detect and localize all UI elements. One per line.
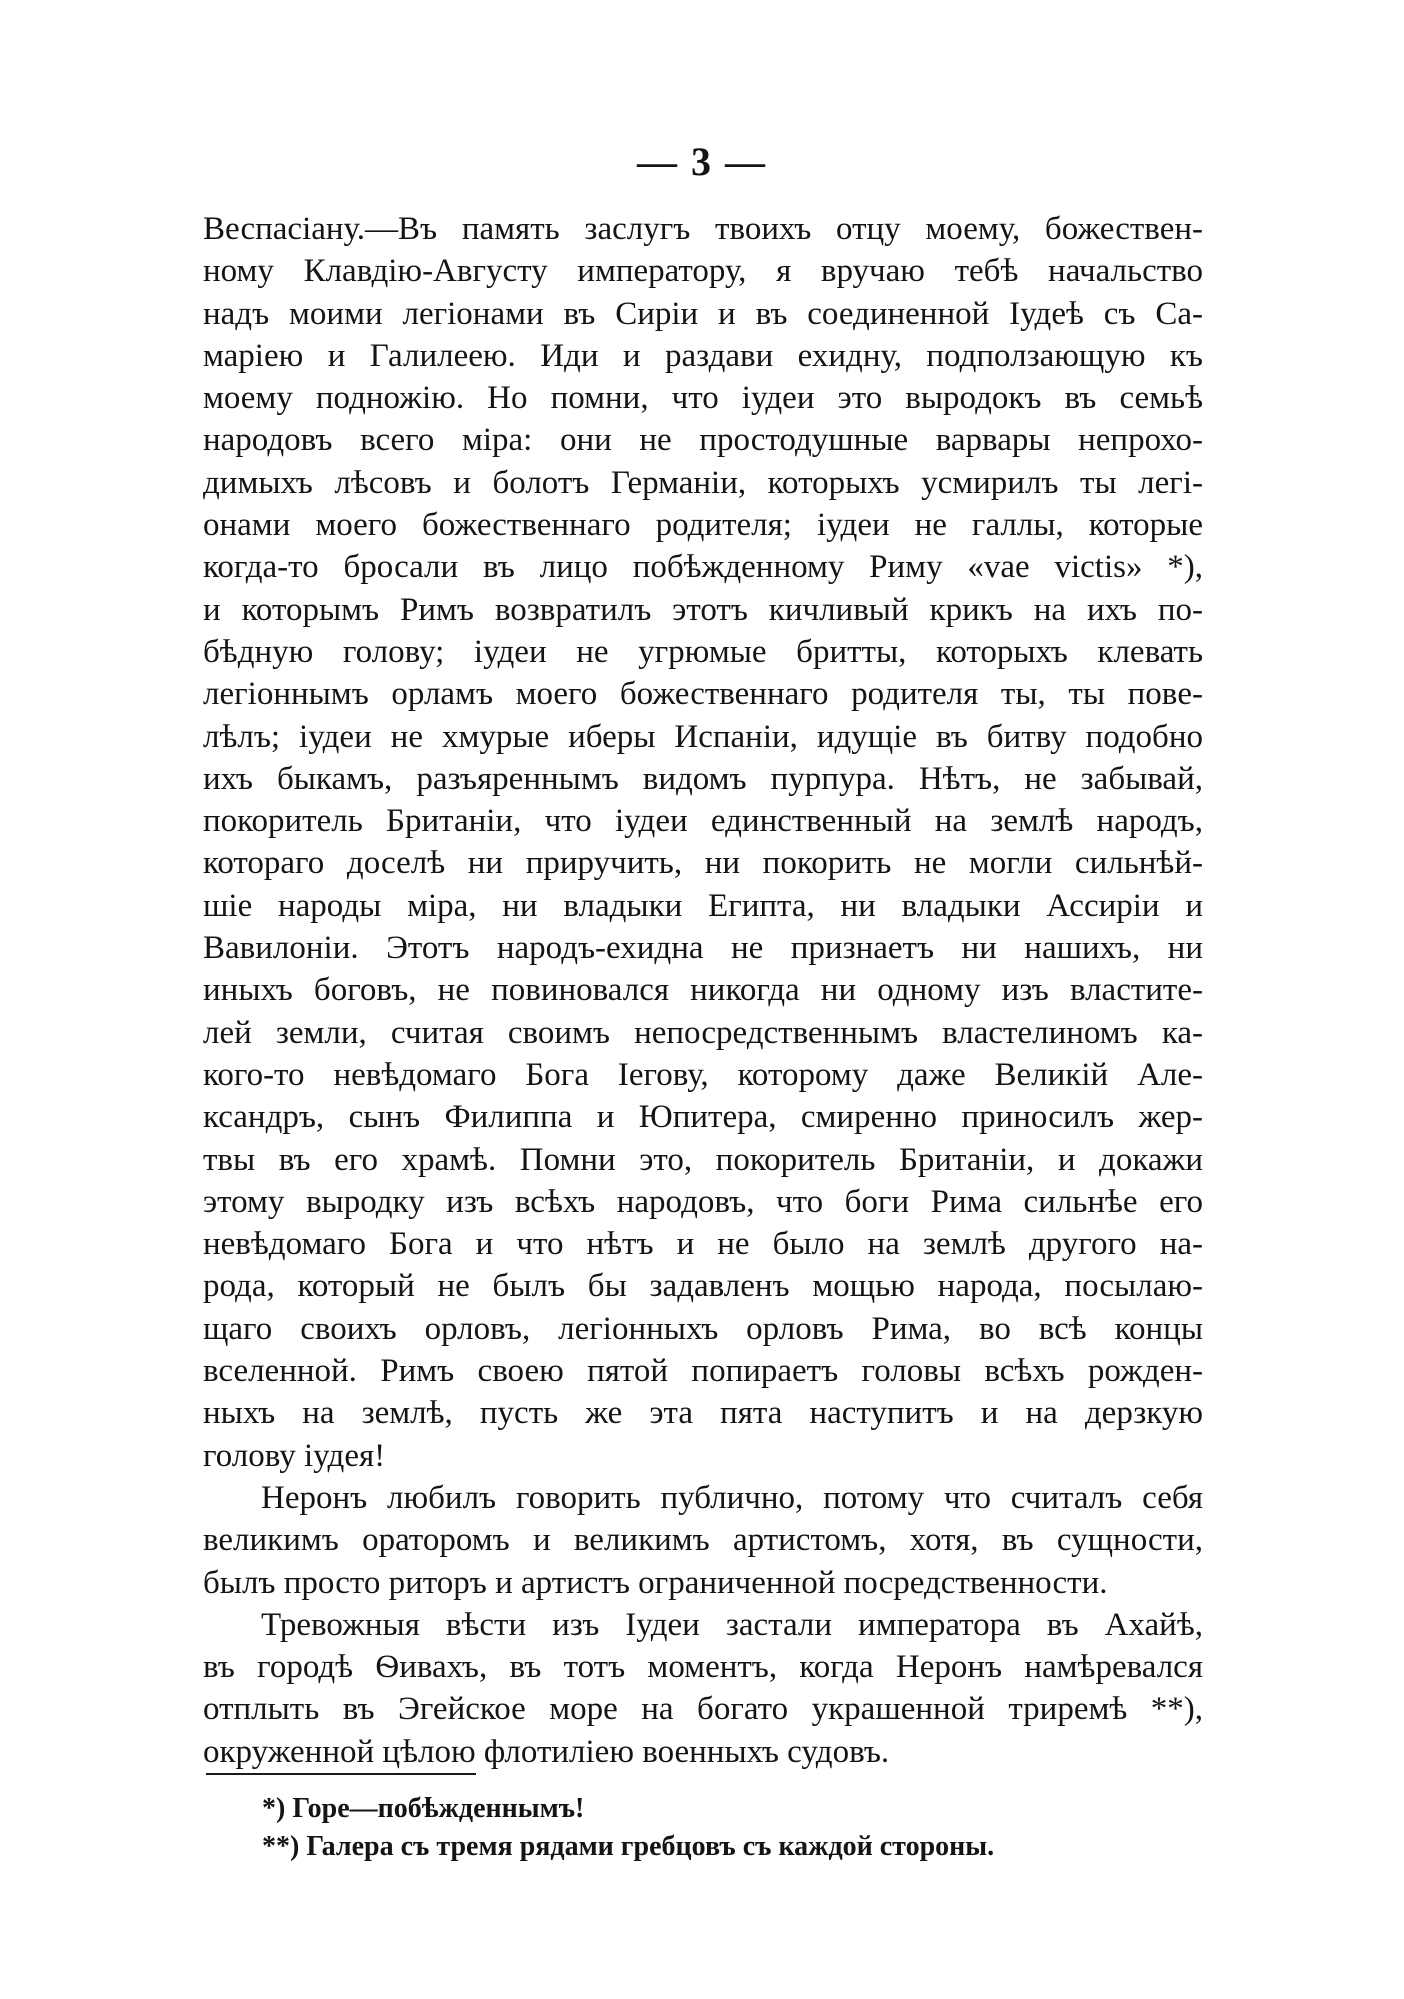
text-line: надъ моими легіонами въ Сиріи и въ соединенной Іудеѣ съ Са-	[203, 295, 1203, 332]
text-line: въ городѣ Ѳивахъ, въ тотъ моментъ, когда Неронъ намѣревался	[203, 1649, 1203, 1686]
text-line: отплыть въ Эгейское море на богато украшенной триремѣ **),	[203, 1691, 1203, 1728]
text-line: Вавилоніи. Этотъ народъ-ехидна не признаетъ ни нашихъ, ни	[203, 930, 1203, 967]
text-line: шіе народы міра, ни владыки Египта, ни владыки Ассиріи и	[203, 887, 1203, 924]
body-text	[203, 208, 1203, 1773]
text-line: моему подножію. Но помни, что іудеи это выродокъ въ семьѣ	[203, 380, 1203, 417]
text-line: и которымъ Римъ возвратилъ этотъ кичливый крикъ на ихъ по-	[203, 591, 1203, 628]
text-line: вселенной. Римъ своею пятой попираетъ головы всѣхъ рожден-	[203, 1353, 1203, 1390]
text-line: рода, который не былъ бы задавленъ мощью народа, посылаю-	[203, 1268, 1203, 1305]
text-line: невѣдомаго Бога и что нѣтъ и не было на землѣ другого на-	[203, 1226, 1203, 1263]
text-line: лѣлъ; іудеи не хмурые иберы Испаніи, идущіе въ битву подобно	[203, 718, 1203, 755]
text-line: твы въ его храмѣ. Помни это, покоритель Британіи, и докажи	[203, 1141, 1203, 1178]
text-line: щаго своихъ орловъ, легіонныхъ орловъ Рима, во всѣ концы	[203, 1310, 1203, 1347]
text-line: окруженной цѣлою флотиліею военныхъ судовъ.	[203, 1733, 890, 1770]
text-line: Неронъ любилъ говорить публично, потому что считалъ себя	[261, 1479, 1203, 1516]
text-line: ксандръ, сынъ Филиппа и Юпитера, смиренно приносилъ жер-	[203, 1099, 1203, 1136]
text-line: котораго доселѣ ни приручить, ни покорить не могли сильнѣй-	[203, 845, 1203, 882]
text-line: когда-то бросали въ лицо побѣжденному Риму «vae victis» *),	[203, 549, 1203, 586]
footnote-divider	[206, 1773, 476, 1775]
footnote-2: **) Галера съ тремя рядами гребцовъ съ каждой стороны.	[262, 1831, 995, 1862]
text-line: маріею и Галилеею. Иди и раздави ехидну, подползающую къ	[203, 337, 1203, 374]
text-line: покоритель Британіи, что іудеи единственный на землѣ народъ,	[203, 803, 1203, 840]
text-line: онами моего божественнаго родителя; іудеи не галлы, которые	[203, 507, 1203, 544]
text-line: былъ просто риторъ и артистъ ограниченной посредственности.	[203, 1564, 1108, 1601]
text-line: ному Клавдію-Августу императору, я вручаю тебѣ начальство	[203, 253, 1203, 290]
text-line: лей земли, считая своимъ непосредственнымъ властелиномъ ка-	[203, 1014, 1203, 1051]
text-line: ныхъ на землѣ, пусть же эта пята наступитъ и на дерзкую	[203, 1395, 1203, 1432]
text-line: ихъ быкамъ, разъяреннымъ видомъ пурпура. Нѣтъ, не забывай,	[203, 760, 1203, 797]
text-line: димыхъ лѣсовъ и болотъ Германіи, которыхъ усмирилъ ты легі-	[203, 464, 1203, 501]
page-number: — 3 —	[637, 139, 767, 184]
text-line: легіоннымъ орламъ моего божественнаго родителя ты, ты повe-	[203, 676, 1203, 713]
text-line: народовъ всего міра: они не простодушные варвары непрохо-	[203, 422, 1203, 459]
text-line: кого-то невѣдомаго Бога Іегову, которому даже Великій Але-	[203, 1056, 1203, 1093]
text-line: бѣдную голову; іудеи не угрюмые бритты, которыхъ клевать	[203, 633, 1203, 670]
text-line: великимъ ораторомъ и великимъ артистомъ, хотя, въ сущности,	[203, 1522, 1203, 1559]
text-line: Веспасіану.—Въ память заслугъ твоихъ отцу моему, божествен-	[203, 211, 1203, 247]
text-line: этому выродку изъ всѣхъ народовъ, что боги Рима сильнѣе его	[203, 1183, 1203, 1220]
text-line: иныхъ боговъ, не повиновался никогда ни одному изъ властите-	[203, 972, 1203, 1009]
text-line: Тревожныя вѣсти изъ Іудеи застали императора въ Ахайѣ,	[261, 1606, 1203, 1643]
footnote-1: *) Горе—побѣжденнымъ!	[262, 1793, 585, 1824]
footnotes	[262, 1790, 1162, 1866]
text-line: голову іудея!	[203, 1437, 386, 1474]
